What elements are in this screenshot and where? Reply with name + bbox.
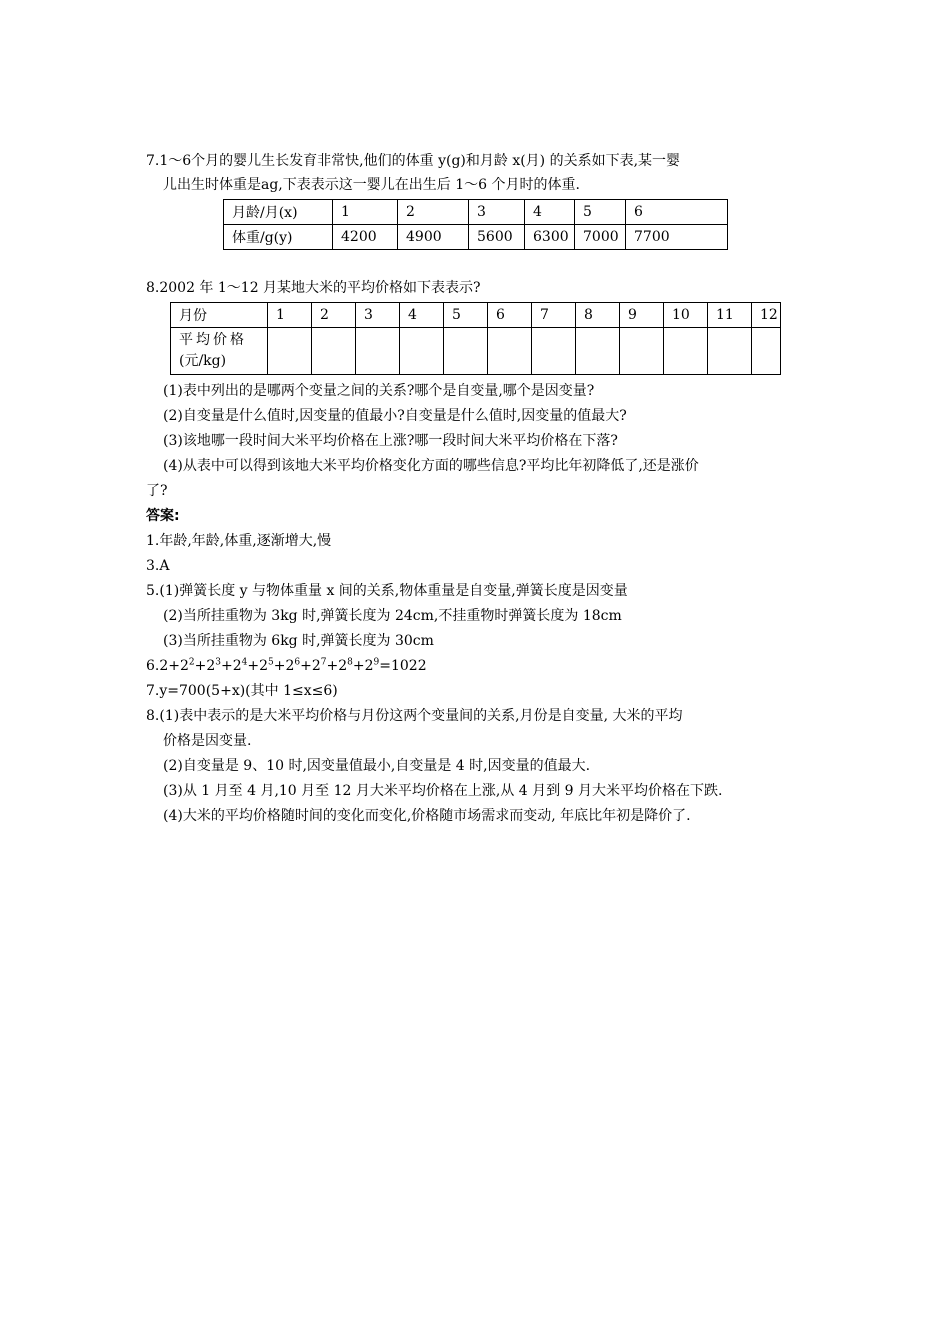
table-cell: 6: [488, 303, 532, 328]
answer-5-part-3: (3)当所挂重物为 6kg 时,弹簧长度为 30cm: [163, 633, 434, 649]
answer-6-prefix: 6.2+2: [146, 658, 189, 674]
answer-8-part-4: (4)大米的平均价格随时间的变化而变化,价格随市场需求而变动, 年底比年初是降价了.: [163, 808, 691, 824]
answer-5-part-1: 5.(1)弹簧长度 y 与物体重量 x 间的关系,物体重量是自变量,弹簧长度是因变量: [146, 583, 628, 599]
term: +2: [221, 658, 242, 674]
price-label-line-2: (元/kg): [179, 353, 227, 369]
q7-table: [223, 199, 728, 250]
table-cell: 4900: [398, 225, 469, 250]
term: +2: [300, 658, 321, 674]
table-cell: 9: [620, 303, 664, 328]
table-cell: 11: [708, 303, 752, 328]
table-cell: [708, 328, 752, 375]
answer-8-part-1: 8.(1)表中表示的是大米平均价格与月份这两个变量间的关系,月份是自变量, 大米的平均: [146, 708, 683, 724]
table-cell: 5600: [469, 225, 525, 250]
table-cell: [444, 328, 488, 375]
answers-heading: 答案:: [146, 508, 180, 524]
table-cell: 4: [525, 200, 575, 225]
price-label-line-1: 平均价格: [179, 332, 247, 348]
table-cell: 3: [356, 303, 400, 328]
table-row: [171, 303, 781, 328]
q8-line-1: 8.2002 年 1～12 月某地大米的平均价格如下表表示?: [146, 280, 481, 296]
answer-8-part-3: (3)从 1 月至 4 月,10 月至 12 月大米平均价格在上涨,从 4 月到 9 月大米平均价格在下跌.: [163, 783, 723, 799]
table-cell: [620, 328, 664, 375]
exponent: 9: [373, 657, 380, 668]
term: +2: [273, 658, 295, 674]
table-cell: 12: [752, 303, 781, 328]
q8-sub-2: (2)自变量是什么值时,因变量的值最小?自变量是什么值时,因变量的值最大?: [163, 408, 627, 424]
table-cell: [576, 328, 620, 375]
answer-6: [146, 656, 427, 676]
answer-7: 7.y=700(5+x)(其中 1≤x≤6): [146, 683, 338, 699]
table-cell: 7: [532, 303, 576, 328]
q7-line-1: 7.1～6个月的婴儿生长发育非常快,他们的体重 y(g)和月龄 x(月) 的关系如下表,某一婴: [146, 153, 681, 169]
table-cell: 3: [469, 200, 525, 225]
table-cell: [532, 328, 576, 375]
table-cell: 10: [664, 303, 708, 328]
answer-8-part-1-cont: 价格是因变量.: [163, 733, 252, 749]
table-cell: [752, 328, 781, 375]
answer-3: 3.A: [146, 558, 170, 574]
table-cell: 7000: [575, 225, 626, 250]
exponent: 7: [320, 657, 327, 668]
answer-5-part-2: (2)当所挂重物为 3kg 时,弹簧长度为 24cm,不挂重物时弹簧长度为 18cm: [163, 608, 622, 624]
term: +2: [194, 658, 216, 674]
term: +2: [326, 658, 348, 674]
table-cell: 8: [576, 303, 620, 328]
table-cell: 7700: [626, 225, 728, 250]
exponent: 3: [215, 657, 222, 668]
table-cell: 体重/g(y): [224, 225, 333, 250]
table-row: [171, 328, 781, 375]
exponent: 6: [294, 657, 301, 668]
q8-table: [170, 302, 781, 375]
table-cell: 4200: [333, 225, 398, 250]
table-cell: 1: [268, 303, 312, 328]
table-cell: [171, 328, 268, 375]
table-cell: 2: [398, 200, 469, 225]
table-cell: 1: [333, 200, 398, 225]
exponent: 2: [188, 657, 195, 668]
q8-sub-4: (4)从表中可以得到该地大米平均价格变化方面的哪些信息?平均比年初降低了,还是涨价: [163, 458, 699, 474]
table-cell: [312, 328, 356, 375]
exponent: 4: [241, 657, 248, 668]
q8-sub-1: (1)表中列出的是哪两个变量之间的关系?哪个是自变量,哪个是因变量?: [163, 383, 595, 399]
table-cell: [488, 328, 532, 375]
term: +2: [247, 658, 269, 674]
term: +2: [352, 658, 374, 674]
table-cell: [400, 328, 444, 375]
table-cell: 5: [575, 200, 626, 225]
exponent: 5: [268, 657, 274, 668]
table-row: [224, 200, 728, 225]
table-cell: [664, 328, 708, 375]
table-cell: 6: [626, 200, 728, 225]
q8-sub-4-cont: 了?: [146, 483, 168, 499]
table-cell: [356, 328, 400, 375]
table-cell: 2: [312, 303, 356, 328]
q7-line-2: 儿出生时体重是ag,下表表示这一婴儿在出生后 1～6 个月时的体重.: [163, 177, 580, 193]
table-cell: 4: [400, 303, 444, 328]
answer-8-part-2: (2)自变量是 9、10 时,因变量值最小,自变量是 4 时,因变量的值最大.: [163, 758, 591, 774]
table-row: [224, 225, 728, 250]
table-cell: 6300: [525, 225, 575, 250]
table-cell: 月份: [171, 303, 268, 328]
exponent: 8: [347, 657, 353, 668]
answer-1: 1.年龄,年龄,体重,逐渐增大,慢: [146, 533, 332, 549]
answer-6-result: =1022: [379, 658, 427, 674]
table-cell: 月龄/月(x): [224, 200, 333, 225]
q8-sub-3: (3)该地哪一段时间大米平均价格在上涨?哪一段时间大米平均价格在下落?: [163, 433, 618, 449]
table-cell: 5: [444, 303, 488, 328]
table-cell: [268, 328, 312, 375]
